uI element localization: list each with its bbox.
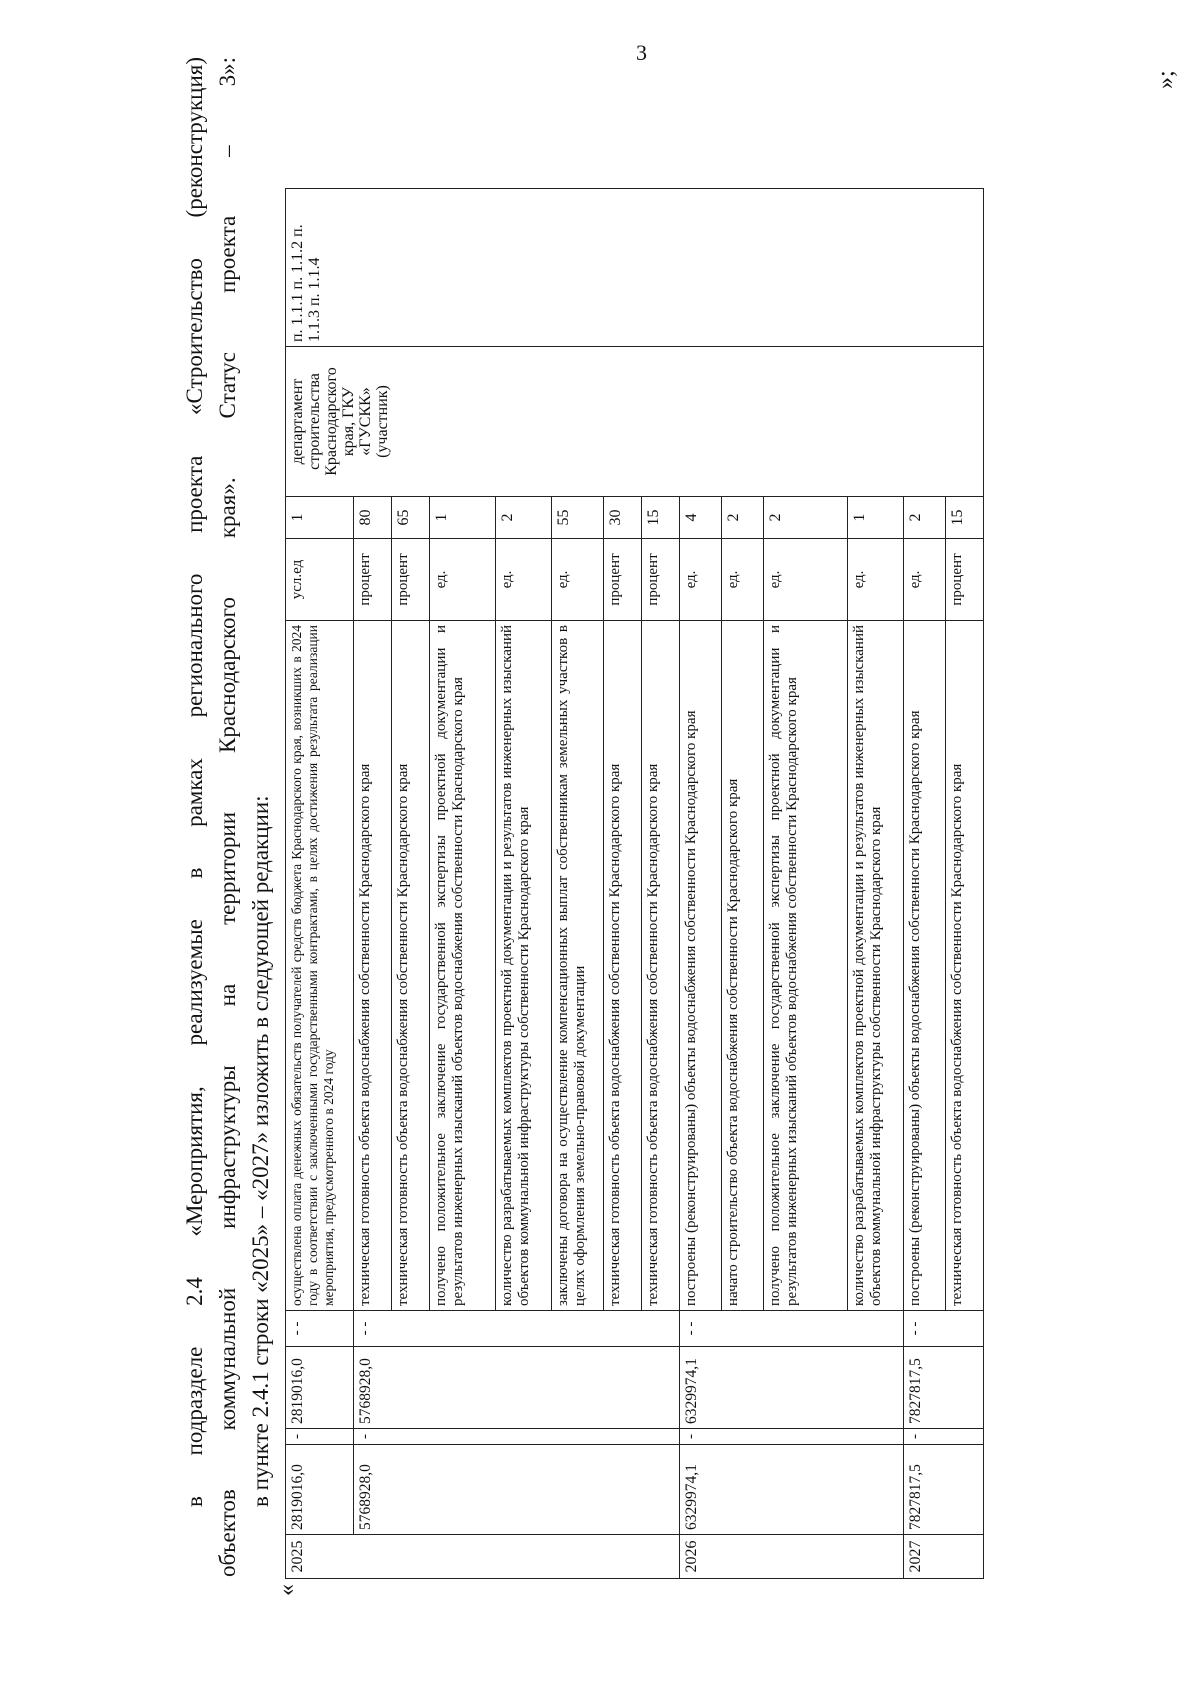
result-description: техническая готовность объекта водоснабжения собственности Краснодарского края [642, 621, 680, 1311]
dash-cell: - [286, 1429, 354, 1445]
closing-quote: »; [1153, 70, 1179, 89]
unit-cell: процент [604, 539, 642, 621]
result-description: начато строительство объекта водоснабжения собственности Краснодарского края [722, 621, 764, 1311]
result-description: количество разрабатываемых комплектов проектной документации и результатов инженерных изысканий объектов коммунальной инфраструктуры собственности Краснодарского края [848, 621, 904, 1311]
table-row [286, 189, 354, 1579]
value-cell: 30 [604, 497, 642, 539]
dash-cell: - [680, 1429, 904, 1445]
unit-cell: усл.ед [286, 539, 354, 621]
result-description: построены (реконструированы) объекты водоснабжения собственности Краснодарского края [680, 621, 722, 1311]
value-cell: 2 [496, 497, 552, 539]
amount-cell: 5768928,0 [354, 1347, 680, 1429]
intro-paragraph [178, 57, 277, 1577]
value-cell: 1 [430, 497, 496, 539]
unit-cell: ед. [764, 539, 848, 621]
value-cell: 1 [848, 497, 904, 539]
amount-cell: 6329974,1 [680, 1347, 904, 1429]
total-cell: 2819016,0 [286, 1445, 354, 1535]
unit-cell: процент [642, 539, 680, 621]
page-number: 3 [636, 40, 647, 65]
unit-cell: ед. [680, 539, 722, 621]
unit-cell: процент [946, 539, 984, 621]
result-description: получено положительное заключение государственной экспертизы проектной документации и результатов инженерных изысканий объектов водоснабжения собственности Краснодарского края [430, 621, 496, 1311]
unit-cell: ед. [722, 539, 764, 621]
unit-cell: ед. [848, 539, 904, 621]
dash-cell: - - [680, 1311, 904, 1347]
year-cell: 2026 [680, 1535, 904, 1579]
result-description: количество разрабатываемых комплектов проектной документации и результатов инженерных изысканий объектов коммунальной инфраструктуры собственности Краснодарского края [496, 621, 552, 1311]
value-cell: 55 [552, 497, 604, 539]
result-description: заключены договора на осуществление компенсационных выплат собственникам земельных участков в целях оформления земельно-правовой документации [552, 621, 604, 1311]
unit-cell: процент [392, 539, 430, 621]
value-cell: 2 [904, 497, 946, 539]
value-cell: 65 [392, 497, 430, 539]
value-cell: 2 [722, 497, 764, 539]
dash-cell: - [354, 1429, 680, 1445]
value-cell: 80 [354, 497, 392, 539]
result-description: осуществлена оплата денежных обязательств получателей средств бюджета Краснодарского края, возникших в 2024 году в соответствии с заключенными государственными контрактами, в целях достижения результата реализации мероприятия, предусмотренного в 2024 году [286, 621, 354, 1311]
value-cell: 15 [946, 497, 984, 539]
amount-cell: 7827817,5 [904, 1347, 984, 1429]
year-cell: 2025 [286, 1535, 680, 1579]
unit-cell: ед. [904, 539, 946, 621]
dash-cell: - - [354, 1311, 680, 1347]
result-description: построены (реконструированы) объекты водоснабжения собственности Краснодарского края [904, 621, 946, 1311]
value-cell: 4 [680, 497, 722, 539]
unit-cell: ед. [552, 539, 604, 621]
value-cell: 15 [642, 497, 680, 539]
year-cell: 2027 [904, 1535, 984, 1579]
reference-cell: п. 1.1.1 п. 1.1.2 п. 1.1.3 п. 1.1.4 [286, 189, 984, 347]
total-cell: 6329974,1 [680, 1445, 904, 1535]
intro-line-1: в подразделе 2.4 «Мероприятия, реализуемые в рамках регионального проекта «Строительство (реконструкция) [182, 57, 207, 1507]
intro-line-3: в пункте 2.4.1 строки «2025» – «2027» изложить в следующей редакции: [248, 795, 273, 1507]
intro-line-2: объектов коммунальной инфраструктуры на территории Краснодарского края». Статус проекта – 3»: [215, 57, 240, 1577]
unit-cell: ед. [430, 539, 496, 621]
total-cell: 5768928,0 [354, 1445, 680, 1535]
unit-cell: ед. [496, 539, 552, 621]
value-cell: 1 [286, 497, 354, 539]
amount-cell: 2819016,0 [286, 1347, 354, 1429]
result-description: техническая готовность объекта водоснабжения собственности Краснодарского края [392, 621, 430, 1311]
total-cell: 7827817,5 [904, 1445, 984, 1535]
measures-table [285, 188, 984, 1579]
responsible-org-cell: департамент строительства Краснодарского края, ГКУ «ГУСКК» (участник) [286, 347, 984, 497]
value-cell: 2 [764, 497, 848, 539]
result-description: техническая готовность объекта водоснабжения собственности Краснодарского края [604, 621, 642, 1311]
dash-cell: - - [904, 1311, 984, 1347]
result-description: техническая готовность объекта водоснабжения собственности Краснодарского края [354, 621, 392, 1311]
dash-cell: - [904, 1429, 984, 1445]
unit-cell: процент [354, 539, 392, 621]
dash-cell: - - [286, 1311, 354, 1347]
result-description: получено положительное заключение государственной экспертизы проектной документации и результатов инженерных изысканий объектов водоснабжения собственности Краснодарского края [764, 621, 848, 1311]
opening-quote: « [274, 1584, 300, 1596]
result-description: техническая готовность объекта водоснабжения собственности Краснодарского края [946, 621, 984, 1311]
